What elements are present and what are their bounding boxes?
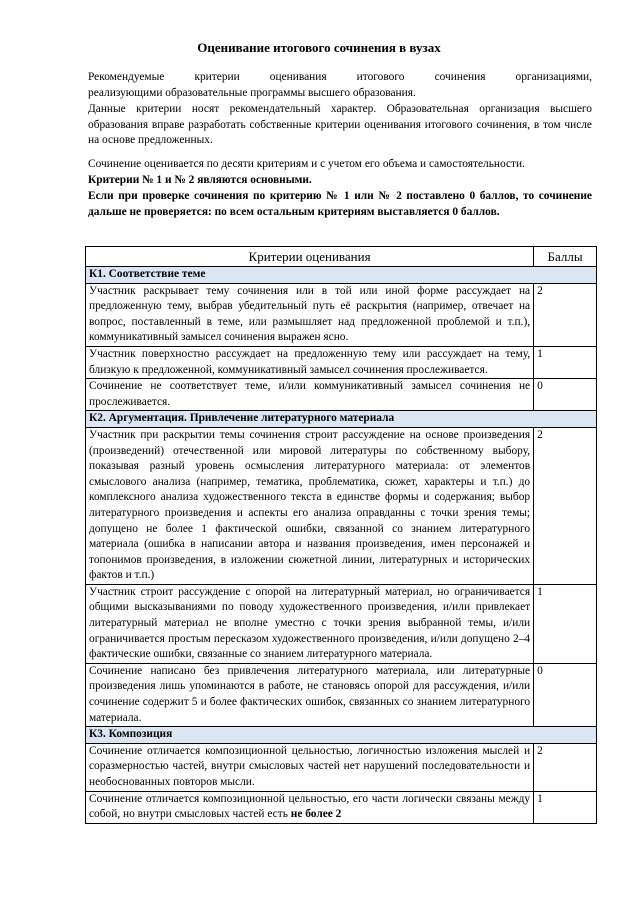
- criterion-text: Сочинение не соответствует теме, и/или коммуникативный замысел сочинения не прослеживается.: [86, 379, 534, 411]
- criterion-text: Сочинение отличается композиционной цельностью, его части логически связаны между собой, но внутри смысловых частей есть: [89, 792, 531, 821]
- criterion-text: Сочинение отличается композиционной цельностью, логичностью изложения мыслей и соразмерностью частей, внутри смысловых частей нет нарушений последовательности и необоснованных повторов мысли.: [86, 743, 534, 791]
- criterion-text: Участник строит рассуждение с опорой на литературный материал, но ограничивается общими высказываниями по поводу художественного произведения, и/или привлекает литературный материал не вполне уместно с точки зрения выбранной темы, и/или ограничивается простым пересказом художественного произведения, и/или допущено 2–4 фактические ошибки, связанные со знанием литературного материала.: [86, 584, 534, 663]
- criterion-text: Участник при раскрытии темы сочинения строит рассуждение на основе произведения (произведений) отечественной или мировой литературы по собственному выбору, показывая разный уровень осмысления литературного материала: от элементов смыслового анализа (например, тематика, проблематика, сюжет, характеры и т.п.) до комплексного анализа художественного текста в единстве формы и содержания; выбор литературного произведения и аспекты его анализа оправданны с точки зрения темы; допущено не более 1 фактической ошибки, связанной со знанием литературного материала (ошибка в написании автора и названия произведения, имен персонажей и топонимов произведения, в изложении сюжетной линии, литературных и исторических фактов и т.п.): [86, 427, 534, 584]
- section-title: К3. Композиция: [86, 727, 597, 744]
- criterion-score: 0: [534, 379, 597, 411]
- criterion-score: 2: [534, 743, 597, 791]
- criterion-score: 2: [534, 427, 597, 584]
- intro-paragraph-4: Критерии № 1 и № 2 являются основными.: [88, 174, 312, 186]
- table-row: [86, 346, 597, 378]
- criterion-score: 1: [534, 791, 597, 823]
- section-k1: [86, 267, 597, 284]
- criterion-text-bold: не более 2: [290, 808, 342, 821]
- table-row: [86, 379, 597, 411]
- table-row: [86, 791, 597, 823]
- criterion-score: 1: [534, 584, 597, 663]
- criterion-score: 2: [534, 283, 597, 346]
- intro-paragraph-1-line-1: Рекомендуемые критерии оценивания итогового сочинения организациями,: [88, 71, 592, 83]
- criterion-text: Сочинение написано без привлечения литературного материала, или литературные произведения лишь упоминаются в работе, не становясь опорой для рассуждения, и/или сочинение содержит 5 и более фактических ошибок, связанных со знанием литературного материала.: [86, 663, 534, 726]
- intro-paragraph-3: Сочинение оценивается по десяти критериям и с учетом его объема и самостоятельности.: [88, 158, 525, 170]
- table-row: [86, 743, 597, 791]
- criteria-table: [85, 246, 597, 824]
- header-criteria: Критерии оценивания: [86, 247, 534, 267]
- section-k3: [86, 727, 597, 744]
- table-row: [86, 427, 597, 584]
- criterion-score: 1: [534, 346, 597, 378]
- criterion-score: 0: [534, 663, 597, 726]
- table-header-row: [86, 247, 597, 267]
- table-row: [86, 584, 597, 663]
- criterion-text-partial: [86, 791, 534, 823]
- section-k2: [86, 411, 597, 428]
- criterion-text: Участник раскрывает тему сочинения или в той или иной форме рассуждает на предложенную тему, выбрав убедительный путь её раскрытия (например, отвечает на вопрос, поставленный в теме, или размышляет над предложенной проблемой и т.п.), коммуникативный замысел сочинения выражен ясно.: [86, 283, 534, 346]
- intro-paragraph-2: Данные критерии носят рекомендательный характер. Образовательная организация высшего образования вправе разработать собственные критерии оценивания итогового сочинения, в том числе на основе предложенных.: [88, 103, 592, 147]
- header-score: Баллы: [534, 247, 597, 267]
- section-title: К1. Соответствие теме: [86, 267, 597, 284]
- criterion-text: Участник поверхностно рассуждает на предложенную тему или рассуждает на тему, близкую к предложенной, коммуникативный замысел сочинения прослеживается.: [86, 346, 534, 378]
- intro-paragraph-5: Если при проверке сочинения по критерию № 1 или № 2 поставлено 0 баллов, то сочинение дальше не проверяется: по всем остальным критериям выставляется 0 баллов.: [88, 190, 592, 218]
- intro-paragraph-1-rest: реализующими образовательные программы высшего образования.: [88, 87, 416, 99]
- page-title: Оценивание итогового сочинения в вузах: [197, 40, 441, 55]
- table-row: [86, 283, 597, 346]
- section-title: К2. Аргументация. Привлечение литературного материала: [86, 411, 597, 428]
- table-row: [86, 663, 597, 726]
